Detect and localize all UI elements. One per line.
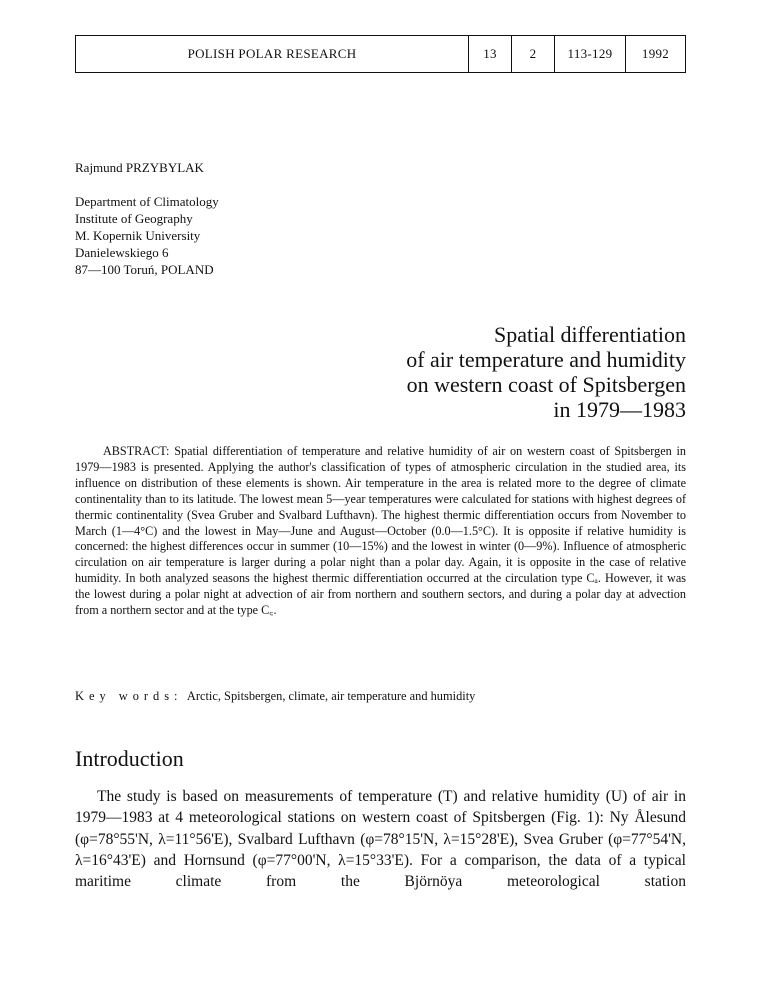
journal-number: 2 [512,36,555,72]
journal-pages: 113-129 [555,36,626,72]
paper-title [326,322,686,422]
affiliation-line: Department of Climatology [75,194,219,209]
affiliation-line: Institute of Geography [75,211,193,226]
abstract [75,444,686,619]
journal-year: 1992 [641,46,670,61]
section-heading: Introduction [75,746,184,771]
keywords-label: Key words: [75,689,183,703]
affiliation [75,193,219,278]
affiliation-line: 87—100 Toruń, POLAND [75,262,214,277]
journal-header [75,35,686,73]
author-name: Rajmund PRZYBYLAK [75,160,204,175]
affiliation-line: Danielewskiego 6 [75,245,169,260]
abstract-text: Spatial differentiation of temperature and relative humidity of air on western coast of Spitsbergen in 1979—1983 is presented. Applying the author's classification of types of atmospheric circulation in the studied area, its influence on distribution of these elements is shown. Air temperature in the area is related more to the degree of climate continentality than to its latitude. The lowest mean 5—year temperatures were calculated for stations with highest degrees of thermic continentality (Svea Gruber and Svalbard Lufthavn). The highest thermic differentiation occurs from November to March (1—4°C) and the lowest in May—June and August—October (0.0—1.5°C). It is opposite if relative humidity is concerned: the highest differences occur in summer (10—15%) and the lowest in winter (0—9%). Influence of atmospheric circulation on air temperature is larger during a polar night than a polar day. Again, it is opposite in the case of relative humidity. In both analyzed seasons the highest thermic differentiation occurred at the circulation type Cₐ. However, it was the lowest during a polar night at advection of air from northern and southern sectors, and during a polar day at advection from a northern sector and at the type C꜀. [75,444,686,618]
title-line: Spatial differentiation [493,322,686,347]
journal-name: POLISH POLAR RESEARCH [76,36,469,72]
title-line: in 1979—1983 [553,397,686,422]
affiliation-line: M. Kopernik University [75,228,201,243]
keywords [75,689,686,704]
introduction-paragraph: The study is based on measurements of temperature (T) and relative humidity (U) of air in 1979—1983 at 4 meteorological stations on western coast of Spitsbergen (Fig. 1): Ny Ålesund (φ=78°55'N, λ=11°56'E), Svalbard Lufthavn (φ=78°15'N, λ=15°28'E), Svea Gruber (φ=77°54'N, λ=16°43'E) and Hornsund (φ=77°00'N, λ=15°33'E). For a comparison, the data of a typical maritime climate from the Björnöya meteorological station [75,788,686,891]
title-line: on western coast of Spitsbergen [406,372,686,397]
keywords-text: Arctic, Spitsbergen, climate, air temperature and humidity [186,689,476,703]
journal-volume: 13 [469,36,512,72]
title-line: of air temperature and humidity [406,347,686,372]
abstract-label: ABSTRACT: [103,444,170,458]
